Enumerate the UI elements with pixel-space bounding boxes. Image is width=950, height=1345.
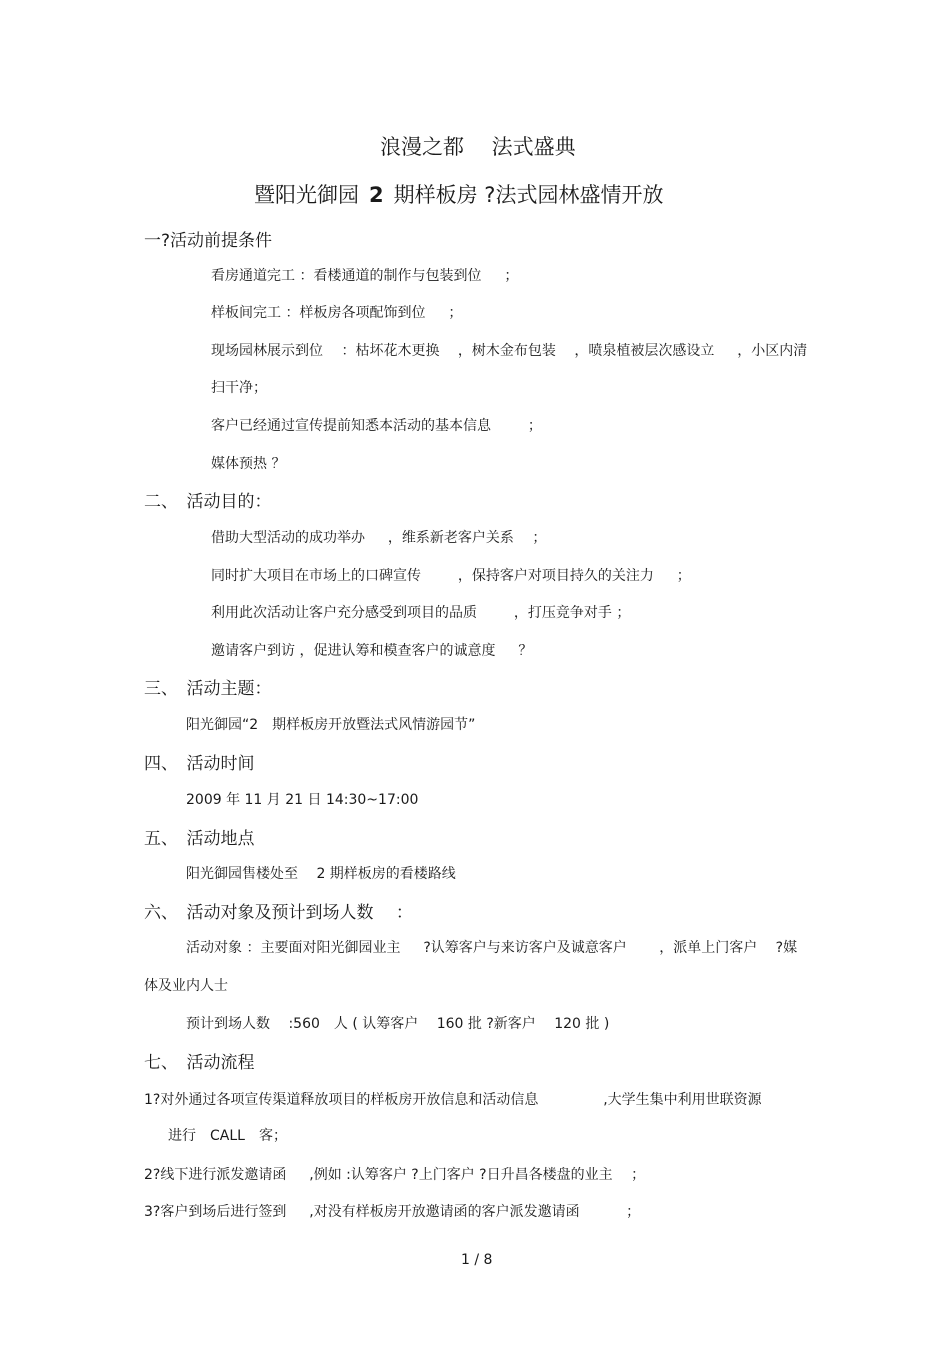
- section-7-item: 2?线下进行派发邀请函 ,例如 :认筹客户 ?上门客户 ?日升昌各楼盘的业主 ；: [144, 1167, 646, 1183]
- section-1-item: 媒体预热 ？: [211, 456, 286, 472]
- section-7-item: 进行 CALL 客；: [168, 1128, 287, 1144]
- document-title-line1: 浪漫之都 法式盛典: [380, 135, 576, 159]
- section-6-line: 预计到场人数 :560 人 ( 认筹客户 160 批 ?新客户 120 批 ): [186, 1016, 610, 1032]
- title-line2-number: 2: [369, 183, 384, 207]
- section-2-item: 邀请客户到访 ，促进认筹和模查客户的诚意度 ？: [211, 643, 533, 659]
- section-4-text: 2009 年 11 月 21 日 14:30~17:00: [186, 792, 419, 808]
- section-1-heading: 一?活动前提条件: [144, 231, 273, 251]
- section-3-heading: 三、 活动主题：: [144, 679, 272, 699]
- section-1-item: 扫干净；: [211, 380, 267, 396]
- section-1-item: 客户已经通过宣传提前知悉本活动的基本信息 ；: [211, 418, 542, 434]
- section-2-heading: 二、 活动目的：: [144, 492, 272, 512]
- title-line2-part2: 期样板房 ?法式园林盛情开放: [393, 183, 664, 207]
- section-4-heading: 四、 活动时间: [144, 754, 255, 774]
- page-number: 1 / 8: [461, 1252, 493, 1268]
- section-2-item: 借助大型活动的成功举办 ，维系新老客户关系 ；: [211, 530, 547, 546]
- section-6-line: 活动对象 ：主要面对阳光御园业主 ?认筹客户与来访客户及诚意客户 ，派单上门客户 ?媒: [186, 940, 798, 956]
- section-7-heading: 七、 活动流程: [144, 1053, 255, 1073]
- section-1-item: 看房通道完工 ：看楼通道的制作与包装到位 ；: [211, 268, 519, 284]
- section-7-item: 3?客户到场后进行签到 ,对没有样板房开放邀请函的客户派发邀请函 ；: [144, 1204, 641, 1220]
- section-7-item: 1?对外通过各项宣传渠道释放项目的样板房开放信息和活动信息 ,大学生集中利用世联资源: [144, 1092, 762, 1108]
- title-line2-part1: 暨阳光御园: [254, 183, 359, 207]
- section-1-item: 样板间完工 ：样板房各项配饰到位 ；: [211, 305, 463, 321]
- section-6-line: 体及业内人士: [144, 978, 228, 994]
- section-6-heading: 六、 活动对象及预计到场人数 ：: [144, 903, 413, 923]
- section-1-item: 现场园林展示到位 ：枯坏花木更换 ，树木金布包装 ，喷泉植被层次感设立 ，小区内清: [211, 343, 808, 359]
- section-3-text: 阳光御园“2 期样板房开放暨法式风情游园节”: [186, 717, 476, 733]
- section-5-heading: 五、 活动地点: [144, 829, 255, 849]
- section-5-text: 阳光御园售楼处至 2 期样板房的看楼路线: [186, 866, 456, 882]
- document-title-line2: [254, 179, 663, 209]
- section-2-item: 同时扩大项目在市场上的口碑宣传 ，保持客户对项目持久的关注力 ；: [211, 568, 691, 584]
- section-2-item: 利用此次活动让客户充分感受到项目的品质 ，打压竞争对手 ；: [211, 605, 631, 621]
